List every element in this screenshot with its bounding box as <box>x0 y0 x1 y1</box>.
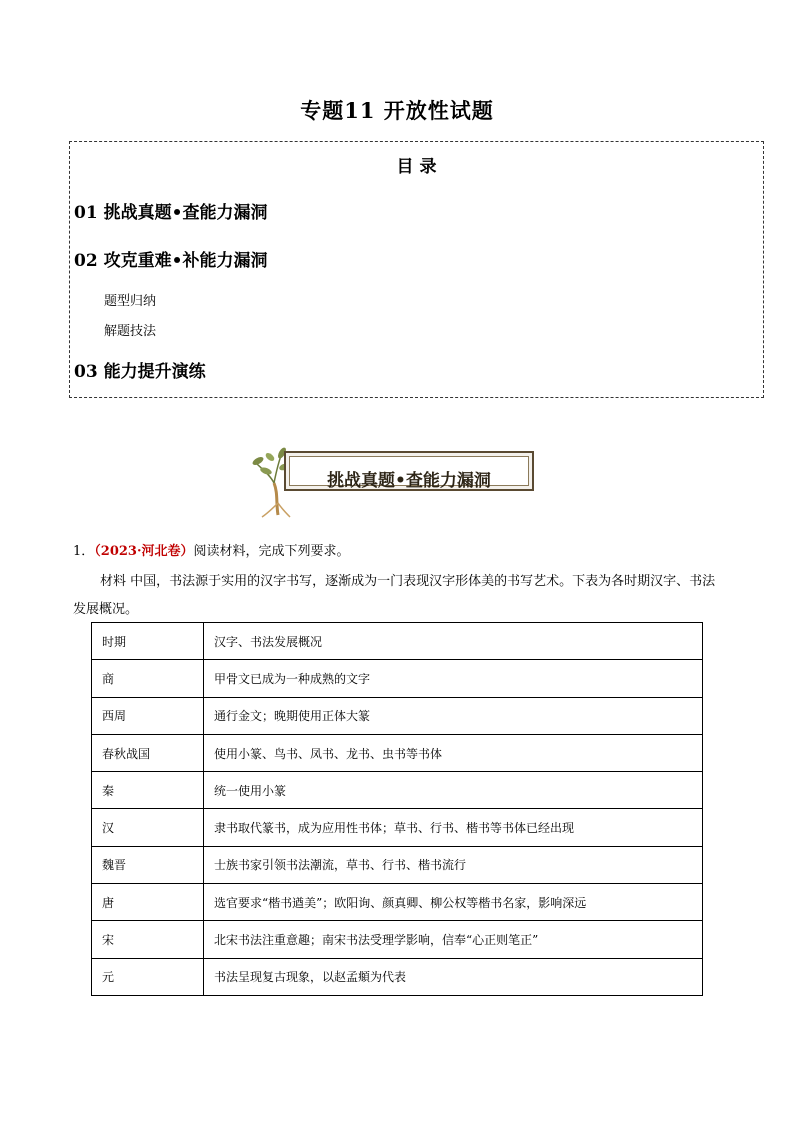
overview-cell: 通行金文；晚期使用正体大篆 <box>204 697 703 734</box>
table-row <box>92 958 703 995</box>
table-row <box>92 809 703 846</box>
section-banner <box>248 445 538 517</box>
overview-cell: 隶书取代篆书，成为应用性书体；草书、行书、楷书等书体已经出现 <box>204 809 703 846</box>
banner-inner <box>289 456 529 491</box>
table-row <box>92 921 703 958</box>
table-row <box>92 846 703 883</box>
history-table <box>91 622 703 996</box>
question-header <box>73 540 350 559</box>
table-of-contents <box>69 141 764 398</box>
table-row <box>92 660 703 697</box>
period-cell: 唐 <box>92 884 204 921</box>
table-row <box>92 734 703 771</box>
overview-cell: 使用小篆、鸟书、凤书、龙书、虫书等书体 <box>204 734 703 771</box>
period-cell: 宋 <box>92 921 204 958</box>
period-cell: 西周 <box>92 697 204 734</box>
period-cell: 春秋战国 <box>92 734 204 771</box>
toc-heading: 目 录 <box>396 157 437 177</box>
overview-cell: 统一使用小篆 <box>204 772 703 809</box>
toc-subitem-techniques[interactable]: 解题技法 <box>104 324 157 339</box>
material-paragraph: 材料 中国，书法源于实用的汉字书写，逐渐成为一门表现汉字形体美的书写艺术。下表为各时期汉字、书法发展概况。 <box>73 574 716 617</box>
table-row <box>92 884 703 921</box>
toc-item-02[interactable]: 02 攻克重难•补能力漏洞 <box>74 251 268 271</box>
overview-cell: 书法呈现复古现象，以赵孟頫为代表 <box>204 958 703 995</box>
question-number: 1． <box>73 544 95 559</box>
toc-item-01[interactable]: 01 挑战真题•查能力漏洞 <box>74 203 268 223</box>
period-cell: 魏晋 <box>92 846 204 883</box>
toc-subitem-types[interactable]: 题型归纳 <box>104 294 157 309</box>
period-cell: 汉 <box>92 809 204 846</box>
period-cell: 元 <box>92 958 204 995</box>
table-header-row <box>92 623 703 660</box>
question-prompt: 阅读材料，完成下列要求。 <box>193 544 350 559</box>
overview-cell: 甲骨文已成为一种成熟的文字 <box>204 660 703 697</box>
table-row <box>92 697 703 734</box>
header-cell-period: 时期 <box>92 623 204 660</box>
period-cell: 秦 <box>92 772 204 809</box>
overview-cell: 士族书家引领书法潮流，草书、行书、楷书流行 <box>204 846 703 883</box>
banner-title: 挑战真题•查能力漏洞 <box>327 471 491 491</box>
overview-cell: 选官要求“楷书遒美”；欧阳询、颜真卿、柳公权等楷书名家，影响深远 <box>204 884 703 921</box>
toc-item-03[interactable]: 03 能力提升演练 <box>74 362 206 382</box>
table-row <box>92 772 703 809</box>
overview-cell: 北宋书法注重意趣；南宋书法受理学影响，信奉“心正则笔正” <box>204 921 703 958</box>
period-cell: 商 <box>92 660 204 697</box>
question-source: （2023·河北卷） <box>94 544 194 559</box>
banner-frame <box>284 451 534 491</box>
header-cell-overview: 汉字、书法发展概况 <box>204 623 703 660</box>
page-title: 专题11 开放性试题 <box>300 98 494 123</box>
